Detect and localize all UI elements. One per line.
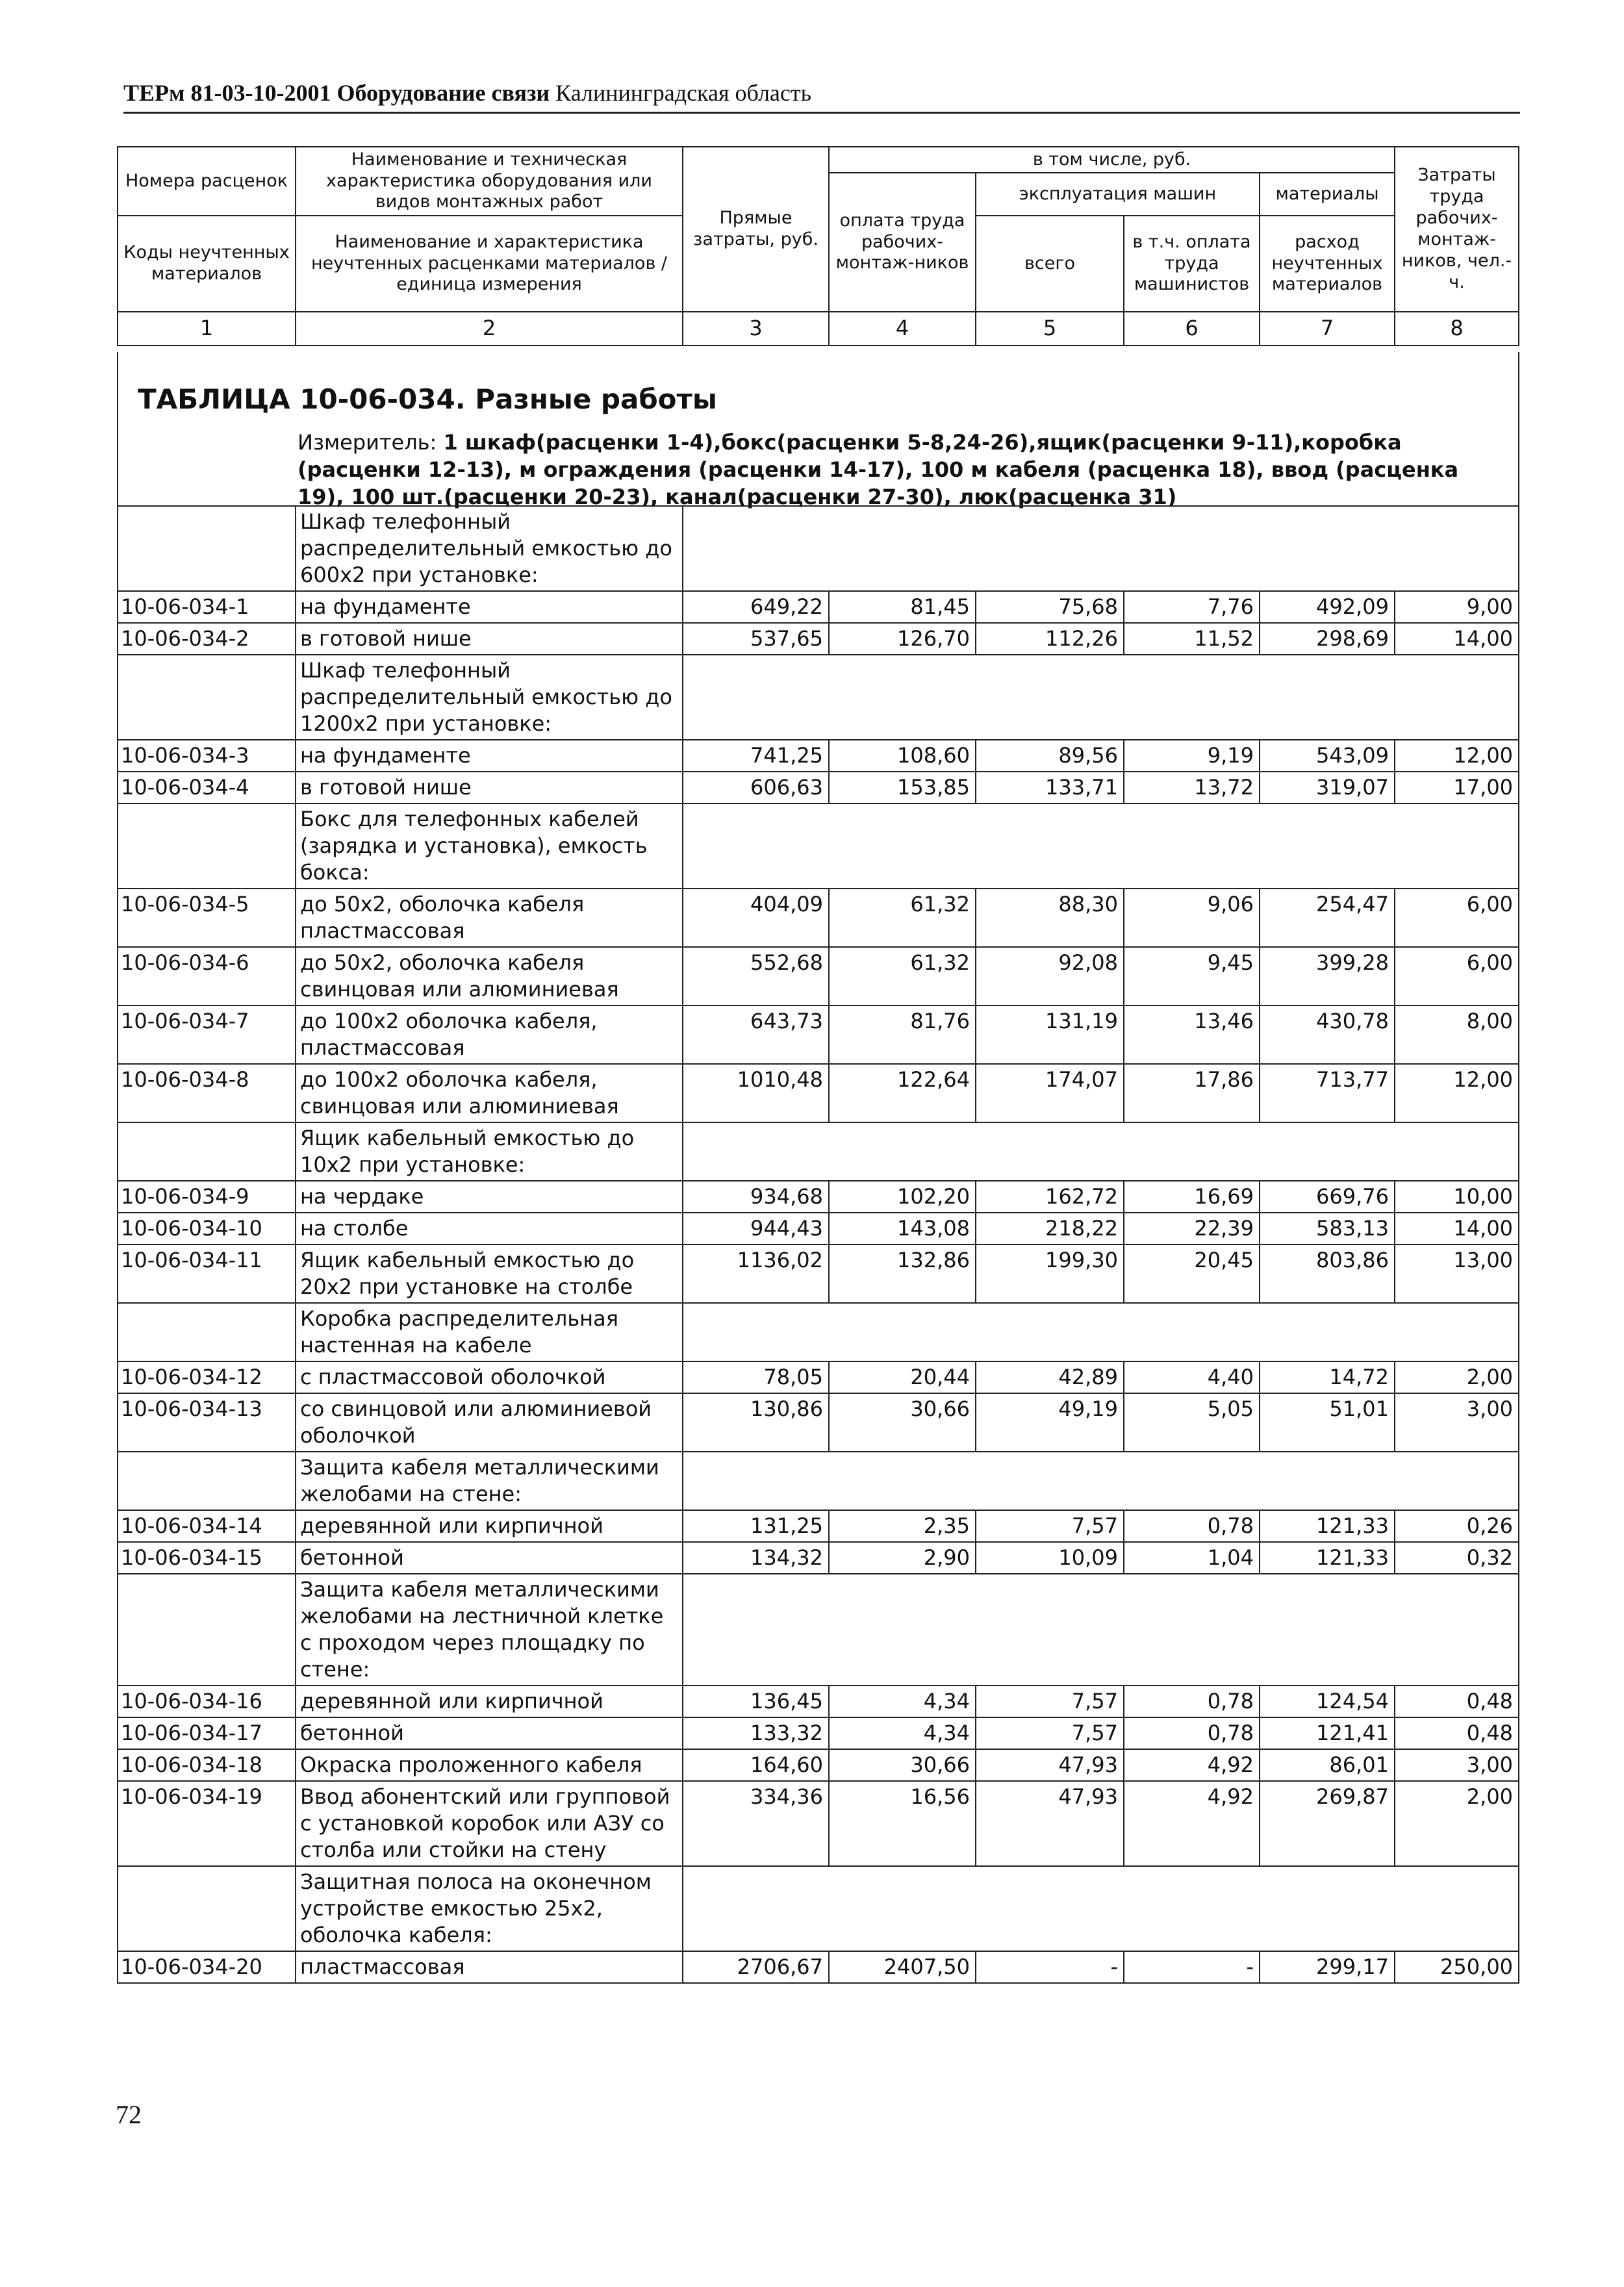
operator-wages-cell: 9,06 [1124,889,1260,947]
rate-name: на фундаменте [296,591,683,623]
materials-cost-cell: 299,17 [1260,1951,1395,1983]
table-frame-right [1518,352,1519,505]
group-empty-span [683,1303,1519,1361]
col-2-top-header: Наименование и техническая характеристика оборудования или видов монтажных работ [296,147,683,216]
document-code: ТЕРм 81-03-10-2001 Оборудование связи [123,80,550,106]
rate-name: в готовой нише [296,623,683,655]
rate-row [118,1781,1519,1866]
materials-cost-cell: 713,77 [1260,1064,1395,1122]
rate-code: 10-06-034-8 [118,1064,296,1122]
col-6-header: в т.ч. оплата труда машинистов [1124,216,1260,312]
direct-cost-cell: 649,22 [683,591,829,623]
labor-wages-cell: 16,56 [829,1781,976,1866]
rate-name: бетонной [296,1542,683,1574]
labor-hours-cell: 2,00 [1395,1781,1519,1866]
rate-name: с пластмассовой оболочкой [296,1361,683,1393]
group-blank-cell [118,1452,296,1510]
page-number: 72 [116,2100,142,2129]
group-title: Защитная полоса на оконечном устройстве емкостью 25х2, оболочка кабеля: [296,1866,683,1951]
col-3-header: Прямые затраты, руб. [683,147,829,312]
rate-row [118,1951,1519,1983]
rate-code: 10-06-034-12 [118,1361,296,1393]
group-blank-cell [118,1303,296,1361]
unit-of-measure [298,429,1506,511]
rate-code: 10-06-034-2 [118,623,296,655]
materials-cost-cell: 298,69 [1260,623,1395,655]
operator-wages-cell: 20,45 [1124,1245,1260,1303]
rate-row [118,1717,1519,1749]
rate-row [118,1005,1519,1064]
group-empty-span [683,506,1519,591]
region-name: Калининградская область [555,80,812,106]
labor-hours-cell: 12,00 [1395,1064,1519,1122]
group-empty-span [683,1866,1519,1951]
operator-wages-cell: 0,78 [1124,1510,1260,1542]
operator-wages-cell: 0,78 [1124,1717,1260,1749]
rate-row [118,1393,1519,1452]
machine-cost-cell: - [976,1951,1124,1983]
operator-wages-cell: 1,04 [1124,1542,1260,1574]
operator-wages-cell: 11,52 [1124,623,1260,655]
rate-code: 10-06-034-4 [118,772,296,803]
direct-cost-cell: 944,43 [683,1213,829,1245]
labor-wages-cell: 4,34 [829,1717,976,1749]
group-blank-cell [118,803,296,889]
materials-cost-cell: 583,13 [1260,1213,1395,1245]
machine-cost-cell: 131,19 [976,1005,1124,1064]
rate-code: 10-06-034-18 [118,1749,296,1781]
labor-wages-cell: 2,90 [829,1542,976,1574]
direct-cost-cell: 1010,48 [683,1064,829,1122]
rate-row [118,1510,1519,1542]
labor-hours-cell: 2,00 [1395,1361,1519,1393]
labor-hours-cell: 8,00 [1395,1005,1519,1064]
rate-row [118,1542,1519,1574]
materials-cost-cell: 430,78 [1260,1005,1395,1064]
rate-name: в готовой нише [296,772,683,803]
rate-name: на чердаке [296,1181,683,1213]
labor-wages-cell: 2407,50 [829,1951,976,1983]
materials-cost-cell: 399,28 [1260,947,1395,1005]
group-title: Коробка распределительная настенная на кабеле [296,1303,683,1361]
col-number: 4 [829,312,976,346]
labor-wages-cell: 61,32 [829,947,976,1005]
machine-cost-cell: 162,72 [976,1181,1124,1213]
direct-cost-cell: 537,65 [683,623,829,655]
direct-cost-cell: 934,68 [683,1181,829,1213]
direct-cost-cell: 78,05 [683,1361,829,1393]
machine-cost-cell: 10,09 [976,1542,1124,1574]
operator-wages-cell: 5,05 [1124,1393,1260,1452]
unit-label: Измеритель: [298,430,444,455]
group-row [118,1452,1519,1510]
col-2-bottom-header: Наименование и характеристика неучтенных расценками материалов / единица измерения [296,216,683,312]
labor-wages-cell: 122,64 [829,1064,976,1122]
labor-wages-cell: 126,70 [829,623,976,655]
machine-cost-cell: 92,08 [976,947,1124,1005]
labor-hours-cell: 12,00 [1395,740,1519,772]
rate-name: до 50х2, оболочка кабеля пластмассовая [296,889,683,947]
direct-cost-cell: 2706,67 [683,1951,829,1983]
materials-cost-cell: 121,41 [1260,1717,1395,1749]
labor-hours-cell: 17,00 [1395,772,1519,803]
machine-cost-cell: 133,71 [976,772,1124,803]
col-number: 8 [1395,312,1519,346]
rate-code: 10-06-034-13 [118,1393,296,1452]
group-blank-cell [118,1574,296,1686]
table-frame-left [117,352,118,505]
machine-cost-cell: 7,57 [976,1717,1124,1749]
machine-cost-cell: 112,26 [976,623,1124,655]
materials-cost-cell: 803,86 [1260,1245,1395,1303]
labor-hours-cell: 6,00 [1395,889,1519,947]
machine-cost-cell: 89,56 [976,740,1124,772]
labor-hours-cell: 250,00 [1395,1951,1519,1983]
group-empty-span [683,803,1519,889]
labor-hours-cell: 0,26 [1395,1510,1519,1542]
col-7-header: расход неучтенных материалов [1260,216,1395,312]
materials-cost-cell: 51,01 [1260,1393,1395,1452]
rate-row [118,1749,1519,1781]
machine-cost-cell: 199,30 [976,1245,1124,1303]
col-number: 5 [976,312,1124,346]
rate-name: Ввод абонентский или групповой с установкой коробок или АЗУ со столба или стойки на стену [296,1781,683,1866]
labor-hours-cell: 14,00 [1395,623,1519,655]
direct-cost-cell: 1136,02 [683,1245,829,1303]
group-row [118,1866,1519,1951]
labor-wages-cell: 61,32 [829,889,976,947]
group-blank-cell [118,1122,296,1181]
operator-wages-cell: 22,39 [1124,1213,1260,1245]
rate-row [118,740,1519,772]
labor-wages-cell: 81,76 [829,1005,976,1064]
group-blank-cell [118,1866,296,1951]
rate-row [118,1361,1519,1393]
rate-name: до 100х2 оболочка кабеля, свинцовая или алюминиевая [296,1064,683,1122]
rate-row [118,623,1519,655]
group-row [118,1574,1519,1686]
rate-code: 10-06-034-5 [118,889,296,947]
rate-name: до 50х2, оболочка кабеля свинцовая или алюминиевая [296,947,683,1005]
machine-cost-cell: 42,89 [976,1361,1124,1393]
labor-hours-cell: 0,32 [1395,1542,1519,1574]
col-number: 1 [118,312,296,346]
rate-row [118,947,1519,1005]
direct-cost-cell: 552,68 [683,947,829,1005]
labor-hours-cell: 3,00 [1395,1393,1519,1452]
machine-cost-cell: 75,68 [976,591,1124,623]
labor-wages-cell: 4,34 [829,1686,976,1717]
rate-name: Ящик кабельный емкостью до 20х2 при установке на столбе [296,1245,683,1303]
direct-cost-cell: 131,25 [683,1510,829,1542]
labor-wages-cell: 143,08 [829,1213,976,1245]
machine-cost-cell: 88,30 [976,889,1124,947]
labor-wages-cell: 108,60 [829,740,976,772]
rate-code: 10-06-034-16 [118,1686,296,1717]
labor-wages-cell: 30,66 [829,1393,976,1452]
materials-cost-cell: 492,09 [1260,591,1395,623]
labor-wages-cell: 30,66 [829,1749,976,1781]
materials-cost-cell: 669,76 [1260,1181,1395,1213]
labor-wages-cell: 2,35 [829,1510,976,1542]
unit-text: 1 шкаф(расценки 1-4),бокс(расценки 5-8,24-26),ящик(расценки 9-11),коробка (расценки 12-13), м ограждения (расценки 14-17), 100 м кабеля (расценка 18), ввод (расценка 19), 100 шт.(расценки 20-23), канал(расценки 27-30), люк(расценка 31) [298,430,1459,509]
direct-cost-cell: 133,32 [683,1717,829,1749]
col-4-header: оплата труда рабочих-монтаж-ников [829,173,976,312]
rate-code: 10-06-034-1 [118,591,296,623]
group-empty-span [683,1574,1519,1686]
operator-wages-cell: 13,72 [1124,772,1260,803]
group-blank-cell [118,506,296,591]
operator-wages-cell: 9,19 [1124,740,1260,772]
direct-cost-cell: 130,86 [683,1393,829,1452]
group-title: Шкаф телефонный распределительный емкостью до 1200х2 при установке: [296,655,683,740]
rate-code: 10-06-034-9 [118,1181,296,1213]
col-5-header: всего [976,216,1124,312]
rate-name: до 100х2 оболочка кабеля, пластмассовая [296,1005,683,1064]
rate-code: 10-06-034-19 [118,1781,296,1866]
labor-hours-cell: 3,00 [1395,1749,1519,1781]
group-title: Защита кабеля металлическими желобами на стене: [296,1452,683,1510]
operator-wages-cell: 16,69 [1124,1181,1260,1213]
operator-wages-cell: 4,92 [1124,1749,1260,1781]
group-row [118,1303,1519,1361]
direct-cost-cell: 164,60 [683,1749,829,1781]
direct-cost-cell: 134,32 [683,1542,829,1574]
direct-cost-cell: 606,63 [683,772,829,803]
including-header: в том числе, руб. [829,147,1395,173]
group-title: Бокс для телефонных кабелей (зарядка и установка), емкость бокса: [296,803,683,889]
operator-wages-cell: 17,86 [1124,1064,1260,1122]
rate-code: 10-06-034-14 [118,1510,296,1542]
labor-hours-cell: 9,00 [1395,591,1519,623]
operator-wages-cell: 9,45 [1124,947,1260,1005]
rate-row [118,1245,1519,1303]
rate-code: 10-06-034-6 [118,947,296,1005]
rate-code: 10-06-034-3 [118,740,296,772]
machine-cost-cell: 47,93 [976,1781,1124,1866]
rate-code: 10-06-034-17 [118,1717,296,1749]
labor-wages-cell: 132,86 [829,1245,976,1303]
rate-code: 10-06-034-20 [118,1951,296,1983]
direct-cost-cell: 334,36 [683,1781,829,1866]
group-row [118,655,1519,740]
group-blank-cell [118,655,296,740]
labor-hours-cell: 10,00 [1395,1181,1519,1213]
labor-hours-cell: 0,48 [1395,1686,1519,1717]
rate-row [118,591,1519,623]
direct-cost-cell: 741,25 [683,740,829,772]
rate-code: 10-06-034-15 [118,1542,296,1574]
labor-hours-cell: 13,00 [1395,1245,1519,1303]
materials-cost-cell: 124,54 [1260,1686,1395,1717]
group-row [118,506,1519,591]
operator-wages-cell: 0,78 [1124,1686,1260,1717]
labor-wages-cell: 81,45 [829,591,976,623]
group-title: Ящик кабельный емкостью до 10х2 при установке: [296,1122,683,1181]
direct-cost-cell: 404,09 [683,889,829,947]
materials-cost-cell: 254,47 [1260,889,1395,947]
group-empty-span [683,1122,1519,1181]
materials-cost-cell: 86,01 [1260,1749,1395,1781]
machine-cost-cell: 7,57 [976,1686,1124,1717]
rates-table [117,505,1519,1984]
rate-name: на фундаменте [296,740,683,772]
rate-name: пластмассовая [296,1951,683,1983]
direct-cost-cell: 643,73 [683,1005,829,1064]
labor-wages-cell: 20,44 [829,1361,976,1393]
group-empty-span [683,1452,1519,1510]
labor-wages-cell: 153,85 [829,772,976,803]
rate-code: 10-06-034-11 [118,1245,296,1303]
col-8-header: Затраты труда рабочих-монтаж-ников, чел.-ч. [1395,147,1519,312]
rate-row [118,1181,1519,1213]
rate-row [118,1686,1519,1717]
operator-wages-cell: 4,40 [1124,1361,1260,1393]
group-empty-span [683,655,1519,740]
group-title: Шкаф телефонный распределительный емкостью до 600х2 при установке: [296,506,683,591]
rate-name: со свинцовой или алюминиевой оболочкой [296,1393,683,1452]
materials-cost-cell: 269,87 [1260,1781,1395,1866]
header-rule [123,112,1520,114]
materials-cost-cell: 14,72 [1260,1361,1395,1393]
column-header-table [117,146,1519,346]
materials-header: материалы [1260,173,1395,216]
labor-hours-cell: 6,00 [1395,947,1519,1005]
machine-cost-cell: 47,93 [976,1749,1124,1781]
materials-cost-cell: 543,09 [1260,740,1395,772]
col-1-bottom-header: Коды неучтенных материалов [118,216,296,312]
col-number: 3 [683,312,829,346]
rate-name: деревянной или кирпичной [296,1510,683,1542]
machine-cost-cell: 174,07 [976,1064,1124,1122]
col-number: 2 [296,312,683,346]
rate-name: Окраска проложенного кабеля [296,1749,683,1781]
rate-row [118,772,1519,803]
rate-code: 10-06-034-10 [118,1213,296,1245]
rate-row [118,1064,1519,1122]
rate-name: бетонной [296,1717,683,1749]
group-row [118,1122,1519,1181]
materials-cost-cell: 121,33 [1260,1542,1395,1574]
col-number: 6 [1124,312,1260,346]
col-1-top-header: Номера расценок [118,147,296,216]
labor-wages-cell: 102,20 [829,1181,976,1213]
machine-cost-cell: 49,19 [976,1393,1124,1452]
rate-code: 10-06-034-7 [118,1005,296,1064]
operator-wages-cell: 13,46 [1124,1005,1260,1064]
page-header [123,79,1520,107]
direct-cost-cell: 136,45 [683,1686,829,1717]
labor-hours-cell: 14,00 [1395,1213,1519,1245]
materials-cost-cell: 319,07 [1260,772,1395,803]
rate-name: на столбе [296,1213,683,1245]
table-title: ТАБЛИЦА 10-06-034. Разные работы [138,383,717,415]
group-row [118,803,1519,889]
rate-row [118,889,1519,947]
operator-wages-cell: 4,92 [1124,1781,1260,1866]
group-title: Защита кабеля металлическими желобами на лестничной клетке с проходом через площадку по стене: [296,1574,683,1686]
col-number: 7 [1260,312,1395,346]
rate-row [118,1213,1519,1245]
materials-cost-cell: 121,33 [1260,1510,1395,1542]
operator-wages-cell: - [1124,1951,1260,1983]
rate-name: деревянной или кирпичной [296,1686,683,1717]
operator-wages-cell: 7,76 [1124,591,1260,623]
machines-header: эксплуатация машин [976,173,1260,216]
labor-hours-cell: 0,48 [1395,1717,1519,1749]
machine-cost-cell: 218,22 [976,1213,1124,1245]
machine-cost-cell: 7,57 [976,1510,1124,1542]
